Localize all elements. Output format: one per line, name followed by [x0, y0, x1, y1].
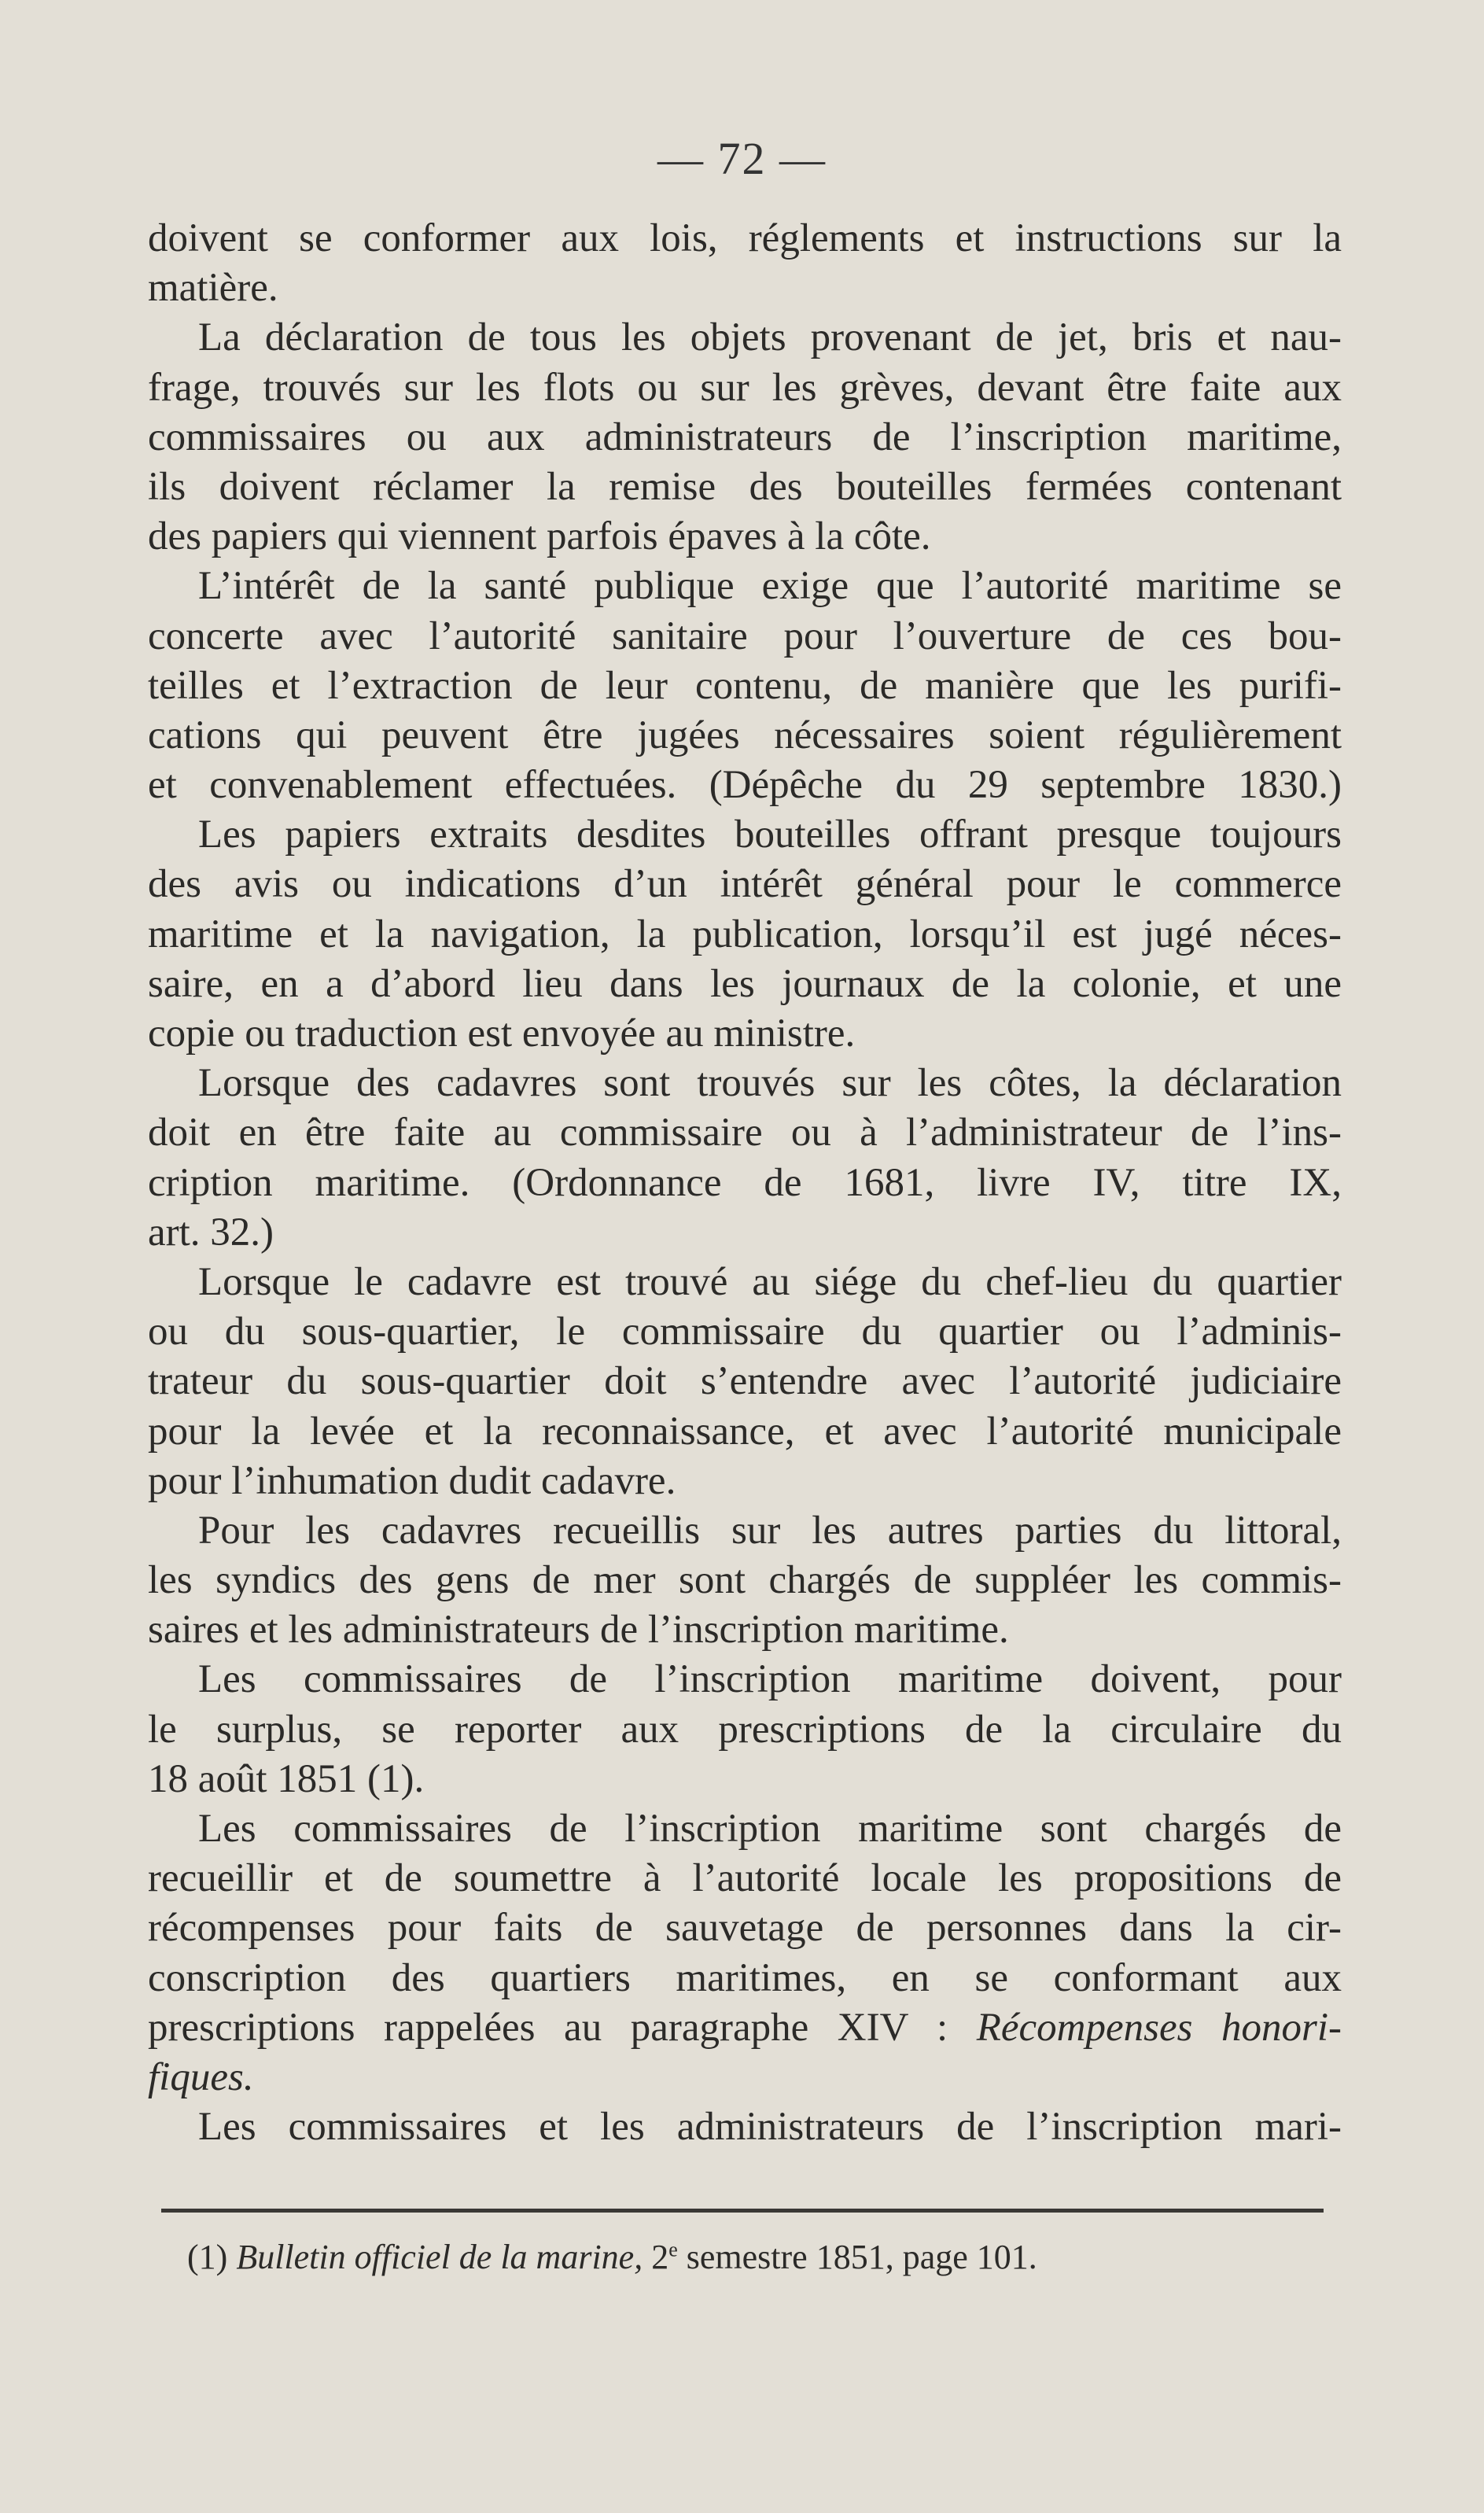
- text-line: [148, 661, 1342, 711]
- text-line: [148, 313, 1342, 363]
- text-line-content: et convenablement effectuées. (Dépêche du 29 septembre 1830.): [148, 763, 1342, 808]
- text-line: [148, 1258, 1342, 1307]
- text-line: [148, 2053, 1342, 2102]
- text-line-content: Les commissaires et les administrateurs de l’inscription mari-: [198, 2105, 1342, 2150]
- text-line-content: ils doivent réclamer la remise des bouteilles fermées contenant: [148, 464, 1342, 509]
- text-line: [148, 1854, 1342, 1903]
- text-line-content: Lorsque le cadavre est trouvé au siége du chef-lieu du quartier: [198, 1259, 1342, 1304]
- text-line-content: La déclaration de tous les objets provenant de jet, bris et nau-: [198, 315, 1342, 360]
- text-line: [148, 263, 1342, 313]
- text-line-content: conscription des quartiers maritimes, en se conformant aux: [148, 1955, 1342, 2000]
- text-line: [148, 1108, 1342, 1158]
- text-line: [148, 1457, 1342, 1506]
- text-line: [148, 1159, 1342, 1208]
- text-line-content: maritime et la navigation, la publication, lorsqu’il est jugé néces-: [148, 912, 1342, 956]
- text-line: [148, 363, 1342, 413]
- text-line-content: copie ou traduction est envoyée au ministre.: [148, 1011, 856, 1056]
- text-line-content: art. 32.): [148, 1210, 274, 1255]
- text-line: [148, 810, 1342, 860]
- text-line-italic: fiques.: [148, 2054, 254, 2099]
- footnote-divider: [161, 2209, 1324, 2213]
- footnote-ordinal-sup: e: [668, 2238, 678, 2261]
- text-line-content: des avis ou indications d’un intérêt général pour le commerce: [148, 862, 1342, 907]
- text-line: [148, 960, 1342, 1009]
- footnote: [187, 2234, 1037, 2281]
- text-line: [148, 2003, 1342, 2053]
- text-line-content: saire, en a d’abord lieu dans les journaux de la colonie, et une: [148, 961, 1342, 1006]
- text-line: [148, 860, 1342, 909]
- text-line-content: frage, trouvés sur les flots ou sur les grèves, devant être faite aux: [148, 365, 1342, 410]
- text-line-content: L’intérêt de la santé publique exige que l’autorité maritime se: [198, 564, 1342, 609]
- text-line-content: Pour les cadavres recueillis sur les autres parties du littoral,: [198, 1508, 1342, 1553]
- text-line-content: commissaires ou aux administrateurs de l’inscription maritime,: [148, 415, 1342, 459]
- text-line-content: teilles et l’extraction de leur contenu, de manière que les purifi-: [148, 663, 1342, 708]
- text-line-content: Les commissaires de l’inscription maritime doivent, pour: [198, 1657, 1342, 1702]
- text-line: [148, 1357, 1342, 1406]
- text-line: [148, 1705, 1342, 1755]
- text-line: [148, 1208, 1342, 1258]
- text-line: [148, 2102, 1342, 2152]
- text-line: [148, 1307, 1342, 1357]
- text-line-content: prescriptions rappelées au paragraphe XIV :: [148, 2005, 977, 2050]
- text-line-content: Les papiers extraits desdites bouteilles offrant presque toujours: [198, 812, 1342, 857]
- text-line: [148, 1954, 1342, 2003]
- text-line: [148, 1903, 1342, 1953]
- text-line-content: récompenses pour faits de sauvetage de personnes dans la cir-: [148, 1906, 1342, 1951]
- footnote-source: Bulletin officiel de la marine,: [236, 2238, 643, 2276]
- text-line: [148, 214, 1342, 263]
- text-line-content: saires et les administrateurs de l’inscription maritime.: [148, 1608, 1009, 1653]
- text-line-content: Lorsque des cadavres sont trouvés sur les côtes, la déclaration: [198, 1061, 1342, 1106]
- text-line: [148, 1605, 1342, 1655]
- text-line: [148, 1009, 1342, 1059]
- text-line: [148, 413, 1342, 462]
- text-line: [148, 562, 1342, 611]
- text-line: [148, 1755, 1342, 1804]
- text-line-content: pour l’inhumation dudit cadavre.: [148, 1458, 676, 1503]
- text-line: [148, 910, 1342, 960]
- footnote-ordinal: 2: [651, 2238, 669, 2276]
- footnote-marker: (1): [187, 2238, 228, 2276]
- text-line: [148, 612, 1342, 661]
- text-line-content: cations qui peuvent être jugées nécessaires soient régulièrement: [148, 713, 1342, 757]
- text-line: [148, 761, 1342, 810]
- text-line: [148, 1407, 1342, 1457]
- text-line-content: des papiers qui viennent parfois épaves à la côte.: [148, 514, 931, 559]
- text-line-italic: Récompenses honori-: [976, 2005, 1342, 2050]
- text-line-content: concerte avec l’autorité sanitaire pour l’ouverture de ces bou-: [148, 614, 1342, 658]
- text-line-content: matière.: [148, 266, 278, 311]
- text-line-content: recueillir et de soumettre à l’autorité locale les propositions de: [148, 1856, 1342, 1901]
- text-line-content: les syndics des gens de mer sont chargés de suppléer les commis-: [148, 1558, 1342, 1603]
- footnote-rest: semestre 1851, page 101.: [677, 2238, 1037, 2276]
- text-line-content: Les commissaires de l’inscription maritime sont chargés de: [198, 1807, 1342, 1851]
- text-line-content: trateur du sous-quartier doit s’entendre avec l’autorité judiciaire: [148, 1359, 1342, 1404]
- text-line: [148, 1655, 1342, 1704]
- text-line: [148, 462, 1342, 512]
- text-line: [148, 512, 1342, 562]
- text-line-content: doivent se conformer aux lois, réglements et instructions sur la: [148, 216, 1342, 260]
- text-line-content: 18 août 1851 (1).: [148, 1756, 425, 1801]
- text-line-content: cription maritime. (Ordonnance de 1681, livre IV, titre IX,: [148, 1160, 1342, 1205]
- text-line-content: le surplus, se reporter aux prescriptions de la circulaire du: [148, 1707, 1342, 1752]
- text-line: [148, 1059, 1342, 1108]
- text-line: [148, 1556, 1342, 1605]
- text-line-content: doit en être faite au commissaire ou à l’administrateur de l’ins-: [148, 1111, 1342, 1155]
- text-line-content: pour la levée et la reconnaissance, et avec l’autorité municipale: [148, 1409, 1342, 1454]
- body-text: [148, 214, 1342, 2152]
- page-number: — 72 —: [657, 133, 827, 184]
- text-line-content: ou du sous-quartier, le commissaire du quartier ou l’adminis-: [148, 1310, 1342, 1354]
- text-line: [148, 711, 1342, 761]
- text-line: [148, 1804, 1342, 1854]
- text-line: [148, 1506, 1342, 1556]
